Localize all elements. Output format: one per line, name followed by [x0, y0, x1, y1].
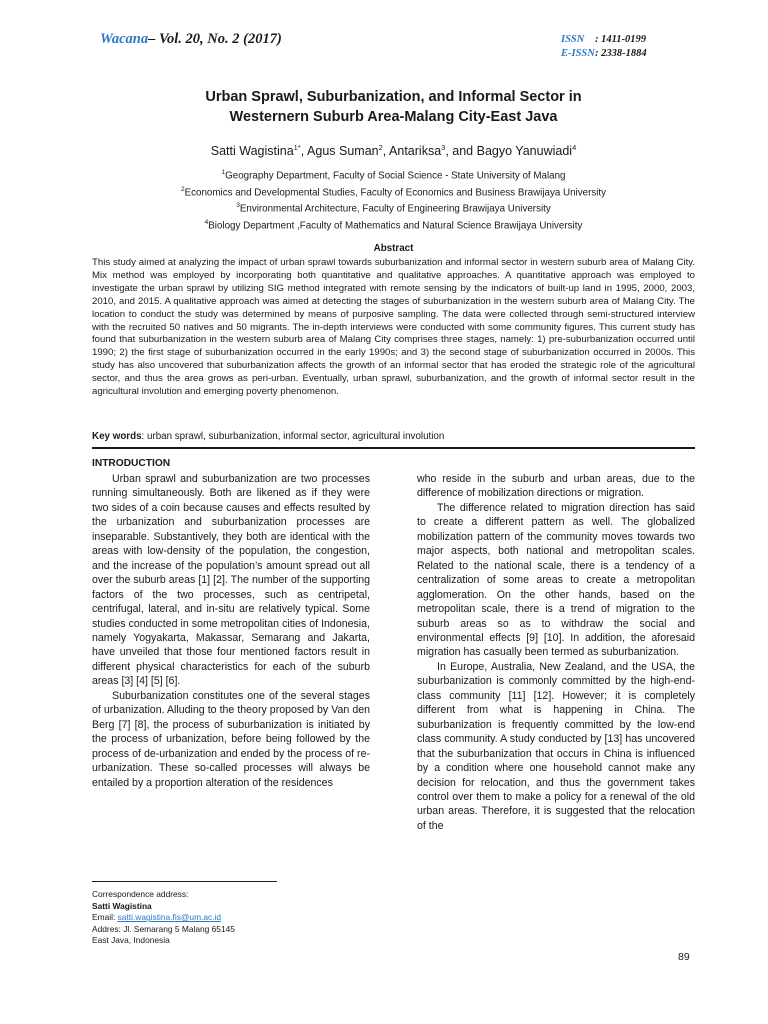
affiliation-item — [92, 216, 695, 233]
author-sep: , and — [445, 144, 477, 159]
author-sup: 1* — [293, 143, 301, 152]
page-number: 89 — [678, 951, 690, 963]
paragraph: Urban sprawl and suburbanization are two processes running simultaneously. Both are likened as if they were two sides of a coin because causes and effects resulted by the urbanization and suburbanization processes are inseparable. Substantively, they both are identical with the areas with low-density of the population, the congestion, and the increase of the population’s amount spread out all over the suburb areas [1] [2]. The number of the supporting factors of the two processes, such as centripetal, centrifugal, lateral, and in-situ are relatively typical. Some studies conducted in some metropolitan cities of Indonesia, namely Yogyakarta, Makassar, Semarang and Jakarta, have unveiled that those four mentioned factors result in different physical characteristics for each of the suburb areas [3] [4] [5] [6]. — [92, 473, 370, 688]
correspondence-region: East Java, Indonesia — [92, 935, 170, 946]
left-column — [92, 472, 370, 790]
issn-block — [561, 33, 647, 61]
affiliation-text: Geography Department, Faculty of Social Science - State University of Malang — [225, 170, 566, 182]
abstract-heading: Abstract — [373, 243, 414, 254]
affiliation-item — [92, 199, 695, 216]
author-name: Bagyo Yanuwiadi — [476, 144, 573, 159]
journal-header — [100, 31, 282, 48]
correspondence-footnote — [92, 889, 235, 947]
author-name: Antariksa — [389, 144, 442, 159]
journal-volume: – Vol. 20, No. 2 (2017) — [148, 31, 282, 47]
title-line-1: Urban Sprawl, Suburbanization, and Informal Sector in — [205, 89, 582, 105]
eissn-label: E-ISSN — [561, 48, 595, 59]
affiliation-list — [92, 166, 695, 232]
keywords-label: Key words — [92, 431, 142, 442]
right-column — [417, 472, 695, 833]
paper-title — [92, 87, 695, 127]
author-list — [92, 143, 695, 158]
author-sep: , — [300, 144, 308, 159]
keywords-text: : urban sprawl, suburbanization, informal sector, agricultural involution — [141, 431, 445, 442]
affiliation-text: Biology Department ,Faculty of Mathematics and Natural Science Brawijaya University — [208, 219, 583, 231]
eissn-value: : 2338-1884 — [595, 48, 647, 59]
correspondence-name: Satti Wagistina — [92, 900, 152, 911]
author-name: Satti Wagistina — [210, 144, 294, 159]
affiliation-text: Environmental Architecture, Faculty of Engineering Brawijaya University — [239, 203, 551, 215]
journal-brand: Wacana — [100, 31, 149, 47]
author-sup: 4 — [572, 143, 577, 152]
affiliation-item — [92, 183, 695, 200]
author-name: Agus Suman — [307, 144, 379, 159]
paragraph: who reside in the suburb and urban areas, due to the difference of mobilization directions or migration. — [417, 473, 695, 500]
email-label: Email: — [92, 912, 118, 923]
keywords — [92, 431, 695, 442]
paragraph: Suburbanization constitutes one of the several stages of urbanization. Alluding to the theory proposed by Van den Berg [7] [8], the process of suburbanization is initiated by the process of urbanization, before being followed by the process of de-urbanization and ended by the process of re-urbanization. These so-called processes will always be entailed by a proportion alteration of the residences — [92, 689, 370, 789]
correspondence-label: Correspondence address: — [92, 889, 189, 899]
affiliation-item — [92, 166, 695, 183]
affiliation-sup: 2 — [180, 185, 185, 193]
correspondence-email-line — [92, 912, 235, 924]
abstract-text: This study aimed at analyzing the impact of urban sprawl towards suburbanization and informal sector in western suburb area of Malang City. Mix method was employed by incorporating both quantitative and qualitative approaches. A quantitative approach was employed to investigate the urban sprawl by utilizing SIG method integrated with remote sensing by the indicators of built-up land in 1995, 2000, 2003, 2010, and 2015. A qualitative approach was aimed at detecting the stages of suburbanization in the western suburb area of Malang City. The location to conduct the study was determined by means of purposive sampling. The data were collected through semi-structured interview with the recruited 50 natives and 50 migrants. The in-depth interviews were conducted with some community figures. This current study has found that suburbanization in the western suburb area of Malang City comprises three stages, namely: 1) pre-suburbanization occurred until 1990; 2) the first stage of suburbanization occurred in the early 1990s; and 3) the second stage of suburbanization occurred in 2000s. This study has also uncovered that suburbanization affects the growth of an informal sector that has eroded the strategic role of the agricultural sector, and thus the area grows as peri-urban. Eventually, urban sprawl, suburbanization, and the growth of informal sector result in the agricultural involution and emerging poverty phenomenon. — [92, 257, 695, 398]
email-link[interactable]: satti.wagistina.fis@um.ac.id — [117, 912, 222, 923]
author-sup: 2 — [378, 143, 383, 152]
paragraph: In Europe, Australia, New Zealand, and the USA, the suburbanization is commonly committed by the high-end-class community [11] [12]. However; it is completely different from what is happening in China. The suburbanization is frequently committed by the low-end class community. A study conducted by [13] has uncovered that the suburbanization that occurs in China is influenced by a condition where one household cannot make any decision for relocation, and thus the government takes control over them to make a policy for a renewal of the old urban areas. Therefore, it is suggested that the relocation of the — [417, 660, 695, 832]
affiliation-sup: 1 — [221, 169, 226, 176]
section-divider — [92, 447, 695, 449]
affiliation-sup: 3 — [236, 202, 240, 210]
author-sep: , — [382, 144, 390, 159]
paragraph: The difference related to migration direction has said to create a different pattern as well. The globalized mobilization pattern of the community moves towards two major aspects, both national and metropolitan scales. Related to the national scale, there is a tendency of a centralization of some areas to create a metropolitan agglomeration. On the other hands, based on the metropolitan scale, there is a trend of migration to the suburb areas so as to withdraw the social and environmental effects [9] [10]. In addition, the aforesaid migration has casually been termed as suburbanization. — [417, 501, 695, 659]
issn-label: ISSN — [561, 34, 585, 45]
footnote-divider — [92, 881, 277, 882]
affiliation-text: Economics and Developmental Studies, Faculty of Economics and Business Brawijaya University — [184, 186, 607, 198]
title-line-2: Westernern Suburb Area-Malang City-East Java — [229, 109, 558, 125]
affiliation-sup: 4 — [204, 218, 209, 226]
section-heading: INTRODUCTION — [92, 458, 171, 469]
correspondence-address: Addres: Jl. Semarang 5 Malang 65145 — [92, 923, 235, 934]
author-sup: 3 — [441, 143, 446, 152]
issn-value: : 1411-0199 — [595, 34, 647, 45]
